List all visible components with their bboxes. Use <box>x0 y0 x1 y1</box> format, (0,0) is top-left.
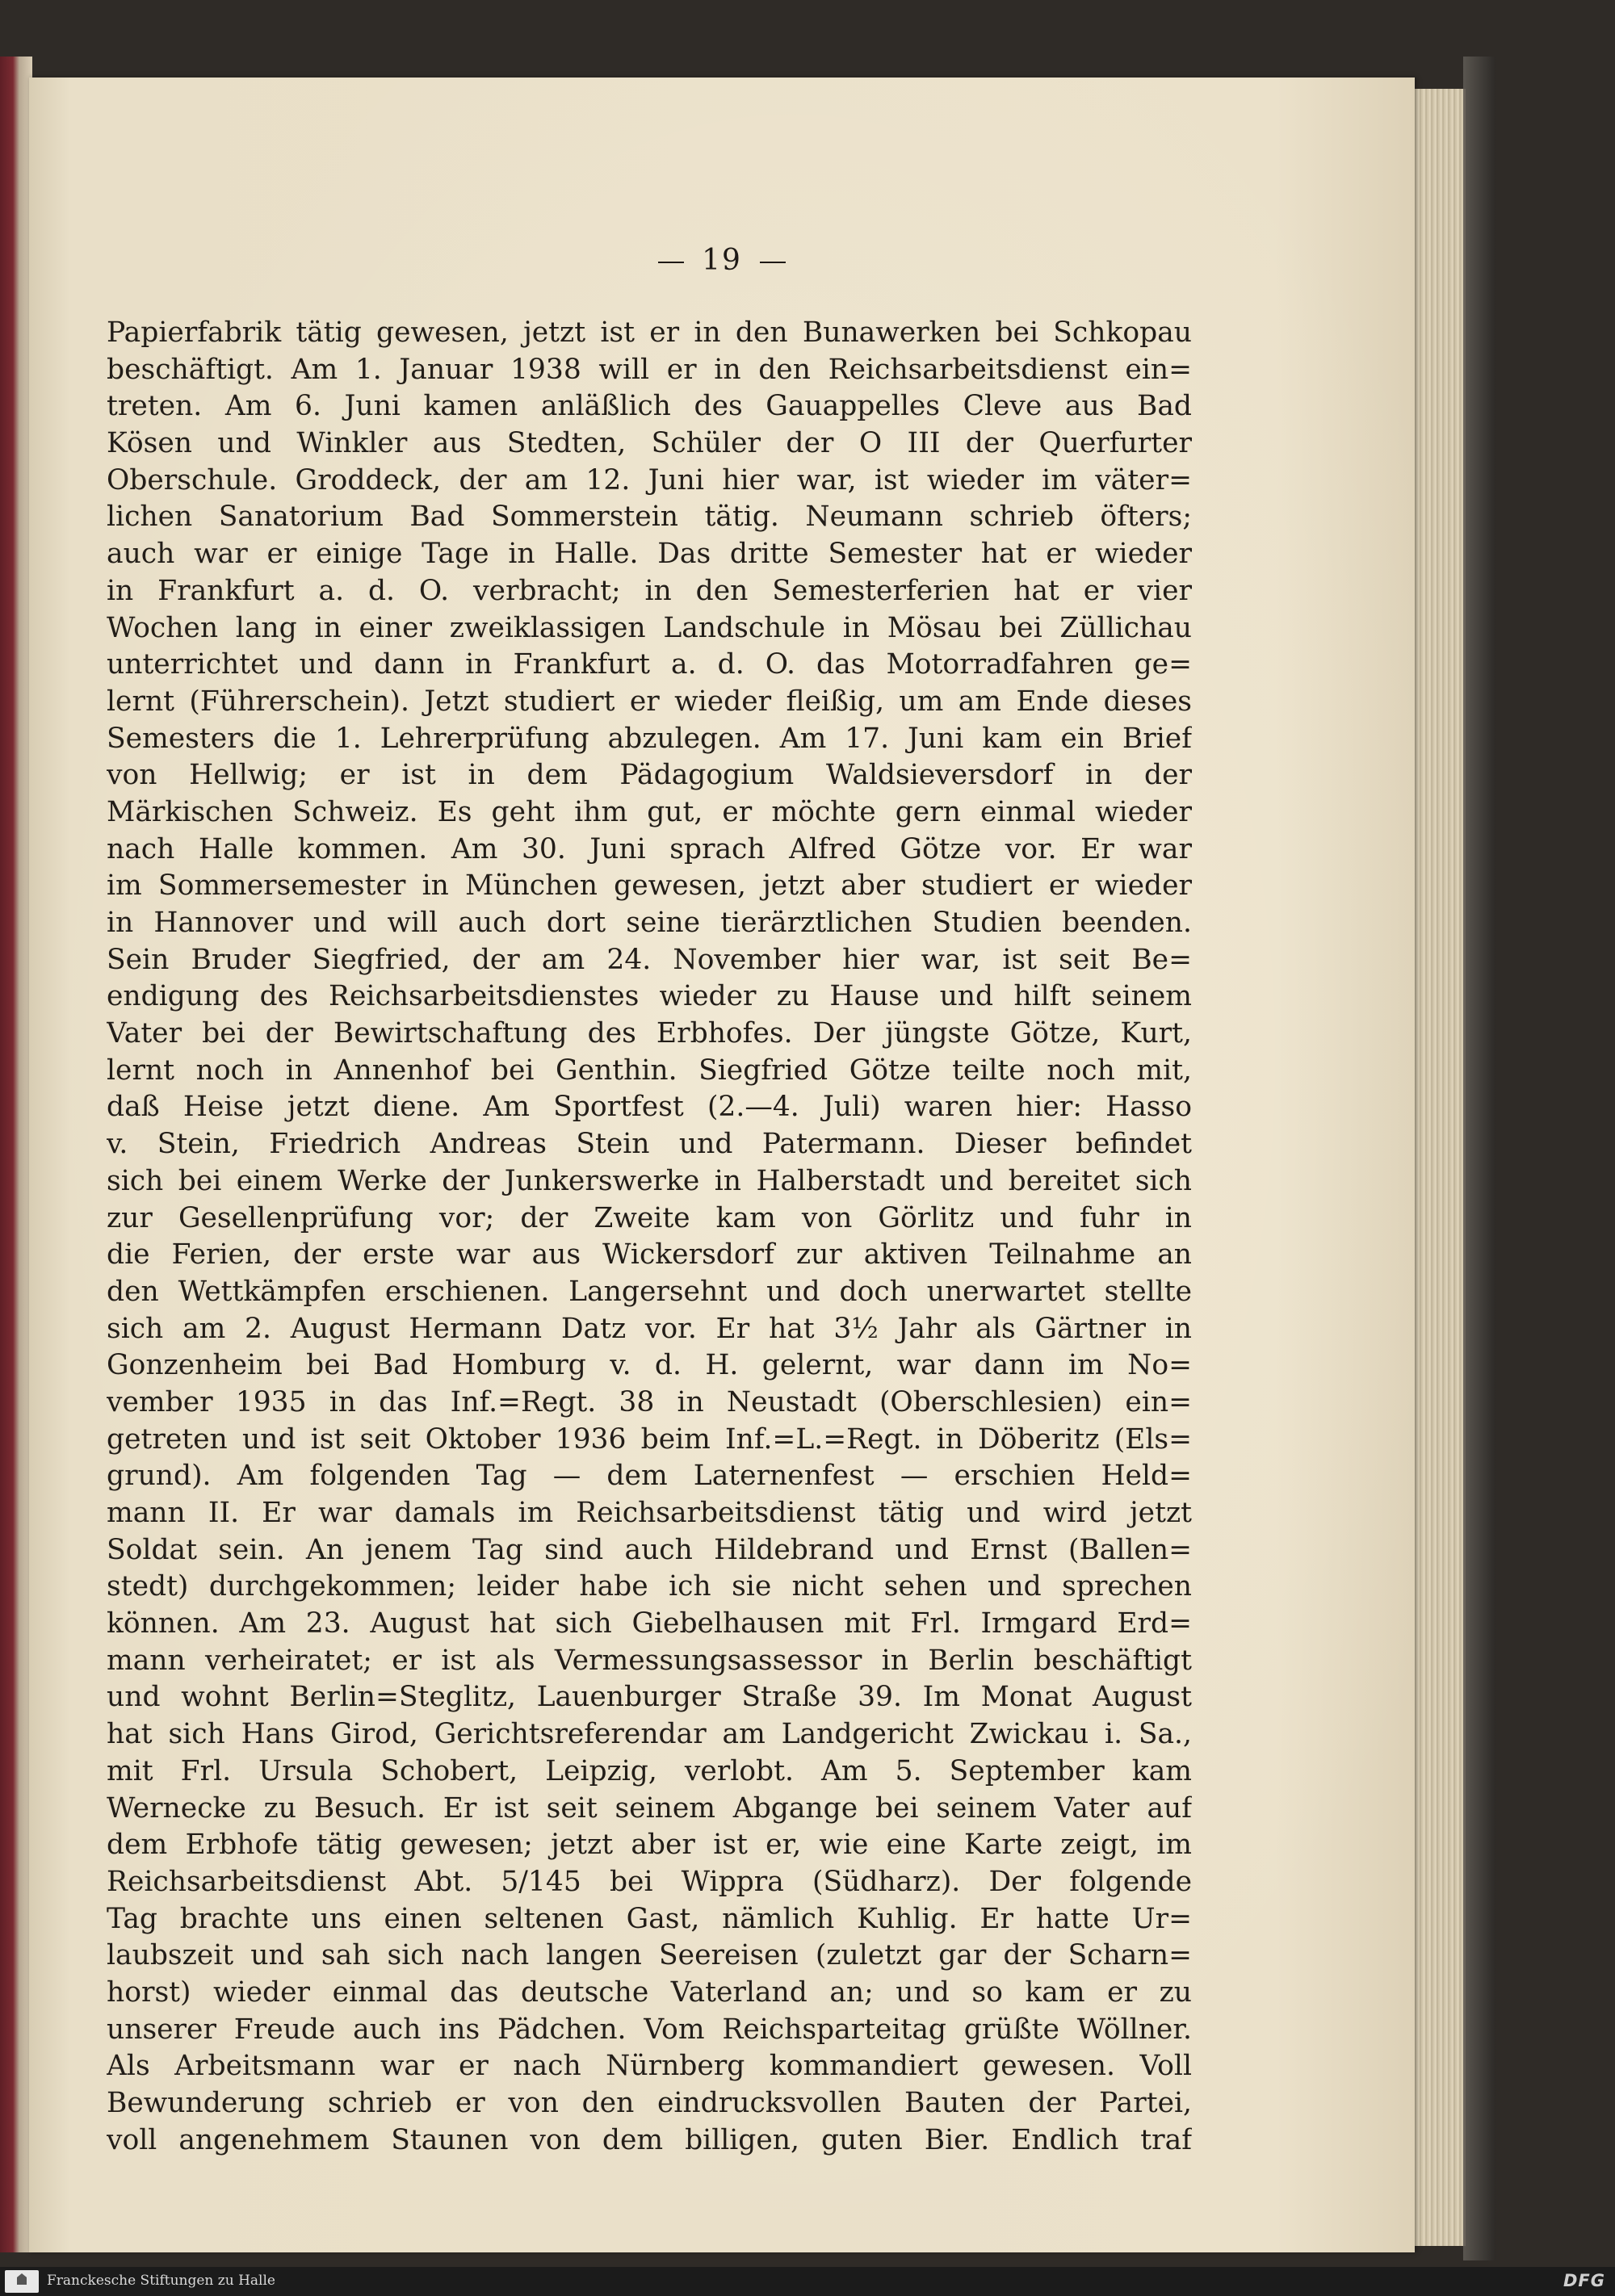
text-line: Kösen und Winkler aus Stedten, Schüler der O III der Querfurter <box>107 427 1192 460</box>
page-number-dash-left <box>658 262 684 263</box>
text-line: Tag brachte uns einen seltenen Gast, nämlich Kuhlig. Er hatte Ur= <box>107 1902 1192 1935</box>
text-line: Soldat sein. An jenem Tag sind auch Hildebrand und Ernst (Ballen= <box>107 1533 1192 1566</box>
text-line: endigung des Reichsarbeitsdienstes wieder zu Hause und hilft seinem <box>107 980 1192 1013</box>
text-line: grund). Am folgenden Tag — dem Laternenfest — erschien Held= <box>107 1460 1192 1493</box>
text-line: unterrichtet und dann in Frankfurt a. d. O. das Motorradfahren ge= <box>107 648 1192 681</box>
text-line: laubszeit und sah sich nach langen Seereisen (zuletzt gar der Scharn= <box>107 1939 1192 1972</box>
page-number <box>29 244 1415 277</box>
text-line: Oberschule. Groddeck, der am 12. Juni hier war, ist wieder im väter= <box>107 463 1192 496</box>
text-line: sich bei einem Werke der Junkerswerke in Halberstadt und bereitet sich <box>107 1164 1192 1197</box>
text-line: hat sich Hans Girod, Gerichtsreferendar am Landgericht Zwickau i. Sa., <box>107 1718 1192 1751</box>
text-line: Gonzenheim bei Bad Homburg v. d. H. gelernt, war dann im No= <box>107 1349 1192 1382</box>
text-line: in Hannover und will auch dort seine tierärztlichen Studien beenden. <box>107 907 1192 939</box>
text-line: Reichsarbeitsdienst Abt. 5/145 bei Wippra (Südharz). Der folgende <box>107 1865 1192 1898</box>
book-binding-edge <box>0 57 32 2252</box>
text-line: beschäftigt. Am 1. Januar 1938 will er in den Reichsarbeitsdienst ein= <box>107 353 1192 386</box>
dfg-logo: DFG <box>1563 2271 1605 2290</box>
text-line: können. Am 23. August hat sich Giebelhausen mit Frl. Irmgard Erd= <box>107 1607 1192 1640</box>
text-line: mann II. Er war damals im Reichsarbeitsdienst tätig und wird jetzt <box>107 1497 1192 1529</box>
text-line: auch war er einige Tage in Halle. Das dritte Semester hat er wieder <box>107 538 1192 571</box>
text-line: Wochen lang in einer zweiklassigen Landschule in Mösau bei Züllichau <box>107 611 1192 644</box>
text-line: Als Arbeitsmann war er nach Nürnberg kommandiert gewesen. Voll <box>107 2050 1192 2083</box>
text-line: Wernecke zu Besuch. Er ist seit seinem Abgange bei seinem Vater auf <box>107 1791 1192 1825</box>
text-line: den Wettkämpfen erschienen. Langersehnt und doch unerwartet stellte <box>107 1275 1192 1308</box>
text-line: und wohnt Berlin=Steglitz, Lauenburger Straße 39. Im Monat August <box>107 1681 1192 1714</box>
text-line: Vater bei der Bewirtschaftung des Erbhofes. Der jüngste Götze, Kurt, <box>107 1017 1192 1050</box>
text-line: treten. Am 6. Juni kamen anläßlich des Gauappelles Cleve aus Bad <box>107 390 1192 423</box>
body-text <box>107 315 1192 2159</box>
text-line: voll angenehmem Staunen von dem billigen, guten Bier. Endlich traf <box>107 2123 1192 2156</box>
institution-logo-icon <box>5 2270 39 2293</box>
text-line: lernt noch in Annenhof bei Genthin. Siegfried Götze teilte noch mit, <box>107 1054 1192 1087</box>
text-line: Märkischen Schweiz. Es geht ihm gut, er möchte gern einmal wieder <box>107 795 1192 828</box>
page-number-value: 19 <box>702 244 742 277</box>
text-line: stedt) durchgekommen; leider habe ich sie nicht sehen und sprechen <box>107 1570 1192 1603</box>
text-line: unserer Freude auch ins Pädchen. Vom Reichsparteitag grüßte Wöllner. <box>107 2013 1192 2046</box>
footer-bar <box>0 2267 1615 2296</box>
text-line: die Ferien, der erste war aus Wickersdorf zur aktiven Teilnahme an <box>107 1238 1192 1272</box>
book-cover-edge <box>1463 57 1495 2260</box>
text-line: mann verheiratet; er ist als Vermessungsassessor in Berlin beschäftigt <box>107 1644 1192 1677</box>
text-line: getreten und ist seit Oktober 1936 beim Inf.=L.=Regt. in Döberitz (Els= <box>107 1422 1192 1456</box>
text-line: Sein Bruder Siegfried, der am 24. November hier war, ist seit Be= <box>107 943 1192 976</box>
text-line: in Frankfurt a. d. O. verbracht; in den Semesterferien hat er vier <box>107 574 1192 607</box>
page-number-dash-right <box>760 262 786 263</box>
text-line: v. Stein, Friedrich Andreas Stein und Patermann. Dieser befindet <box>107 1128 1192 1161</box>
text-line: vember 1935 in das Inf.=Regt. 38 in Neustadt (Oberschlesien) ein= <box>107 1385 1192 1418</box>
text-line: Semesters die 1. Lehrerprüfung abzulegen. Am 17. Juni kam ein Brief <box>107 722 1192 755</box>
text-line: Papierfabrik tätig gewesen, jetzt ist er in den Bunawerken bei Schkopau <box>107 316 1192 349</box>
text-line: von Hellwig; er ist in dem Pädagogium Waldsieversdorf in der <box>107 759 1192 792</box>
text-line: nach Halle kommen. Am 30. Juni sprach Alfred Götze vor. Er war <box>107 832 1192 865</box>
text-line: zur Gesellenprüfung vor; der Zweite kam von Görlitz und fuhr in <box>107 1201 1192 1234</box>
text-line: daß Heise jetzt diene. Am Sportfest (2.—4. Juli) waren hier: Hasso <box>107 1091 1192 1124</box>
text-line: lernt (Führerschein). Jetzt studiert er wieder fleißig, um am Ende dieses <box>107 685 1192 718</box>
text-line: Bewunderung schrieb er von den eindrucksvollen Bauten der Partei, <box>107 2087 1192 2119</box>
text-line: sich am 2. August Hermann Datz vor. Er hat 3½ Jahr als Gärtner in <box>107 1312 1192 1345</box>
text-line: mit Frl. Ursula Schobert, Leipzig, verlobt. Am 5. September kam <box>107 1754 1192 1787</box>
institution-name: Franckesche Stiftungen zu Halle <box>47 2273 275 2289</box>
text-line: lichen Sanatorium Bad Sommerstein tätig. Neumann schrieb öfters; <box>107 501 1192 534</box>
text-line: horst) wieder einmal das deutsche Vaterland an; und so kam er zu <box>107 1975 1192 2009</box>
text-line: dem Erbhofe tätig gewesen; jetzt aber ist er, wie eine Karte zeigt, im <box>107 1829 1192 1862</box>
text-line: im Sommersemester in München gewesen, jetzt aber studiert er wieder <box>107 869 1192 903</box>
book-page <box>29 78 1415 2252</box>
